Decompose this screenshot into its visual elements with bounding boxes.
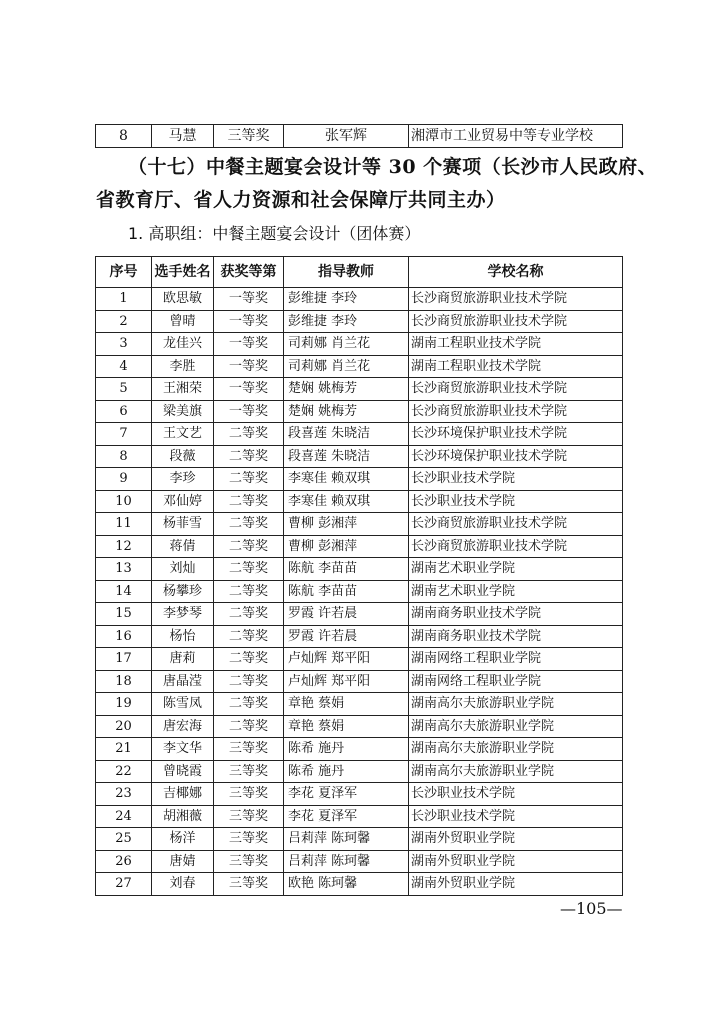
cell-name: 刘春 xyxy=(152,873,214,896)
cell-school: 湖南商务职业技术学院 xyxy=(409,603,623,626)
cell-award: 一等奖 xyxy=(214,400,284,423)
cell-name: 梁美旗 xyxy=(152,400,214,423)
results-table xyxy=(95,256,623,896)
cell-teacher: 李寒佳 赖双琪 xyxy=(284,468,409,491)
cell-name: 唐莉 xyxy=(152,648,214,671)
cell-name: 李胜 xyxy=(152,355,214,378)
cell-award: 二等奖 xyxy=(214,445,284,468)
cell-name: 李珍 xyxy=(152,468,214,491)
cell-teacher: 彭维捷 李玲 xyxy=(284,310,409,333)
cell-name: 杨菲雪 xyxy=(152,513,214,536)
cell-name: 陈雪凤 xyxy=(152,693,214,716)
cell-award: 三等奖 xyxy=(214,828,284,851)
cell-award: 三等奖 xyxy=(214,125,284,148)
table-row xyxy=(96,670,623,693)
cell-no: 14 xyxy=(96,580,152,603)
table-row xyxy=(96,580,623,603)
cell-no: 21 xyxy=(96,738,152,761)
table-row xyxy=(96,603,623,626)
cell-school: 湖南艺术职业学院 xyxy=(409,580,623,603)
cell-no: 19 xyxy=(96,693,152,716)
cell-award: 三等奖 xyxy=(214,738,284,761)
table-header-row xyxy=(96,257,623,288)
page-number: —105— xyxy=(560,899,623,918)
cell-award: 二等奖 xyxy=(214,558,284,581)
cell-name: 唐婧 xyxy=(152,850,214,873)
cell-no: 8 xyxy=(96,445,152,468)
cell-school: 长沙商贸旅游职业技术学院 xyxy=(409,513,623,536)
table-row xyxy=(96,805,623,828)
cell-school: 湖南外贸职业学院 xyxy=(409,850,623,873)
table-row xyxy=(96,715,623,738)
cell-teacher: 陈航 李苗苗 xyxy=(284,558,409,581)
cell-teacher: 陈希 施丹 xyxy=(284,738,409,761)
cell-school: 长沙环境保护职业技术学院 xyxy=(409,423,623,446)
cell-no: 17 xyxy=(96,648,152,671)
cell-name: 李梦琴 xyxy=(152,603,214,626)
table-row xyxy=(96,783,623,806)
table-row xyxy=(96,648,623,671)
cell-teacher: 楚娴 姚梅芳 xyxy=(284,400,409,423)
cell-school: 湖南商务职业技术学院 xyxy=(409,625,623,648)
cell-no: 4 xyxy=(96,355,152,378)
cell-teacher: 陈航 李苗苗 xyxy=(284,580,409,603)
cell-name: 王文艺 xyxy=(152,423,214,446)
cell-award: 二等奖 xyxy=(214,625,284,648)
section-heading-line2: 省教育厅、省人力资源和社会保障厅共同主办） xyxy=(96,189,506,211)
table-row xyxy=(96,468,623,491)
previous-section-table xyxy=(95,124,623,148)
cell-school: 湖南高尔夫旅游职业学院 xyxy=(409,693,623,716)
table-row xyxy=(96,693,623,716)
cell-award: 一等奖 xyxy=(214,333,284,356)
cell-no: 20 xyxy=(96,715,152,738)
cell-school: 湖南高尔夫旅游职业学院 xyxy=(409,715,623,738)
table-row xyxy=(96,738,623,761)
cell-name: 邓仙婷 xyxy=(152,490,214,513)
cell-school: 长沙商贸旅游职业技术学院 xyxy=(409,535,623,558)
cell-award: 一等奖 xyxy=(214,378,284,401)
cell-school: 湖南网络工程职业学院 xyxy=(409,670,623,693)
cell-award: 二等奖 xyxy=(214,468,284,491)
cell-no: 11 xyxy=(96,513,152,536)
cell-award: 二等奖 xyxy=(214,693,284,716)
cell-school: 湘潭市工业贸易中等专业学校 xyxy=(409,125,623,148)
cell-no: 12 xyxy=(96,535,152,558)
cell-no: 9 xyxy=(96,468,152,491)
cell-name: 曾晴 xyxy=(152,310,214,333)
table-row xyxy=(96,873,623,896)
cell-name: 杨洋 xyxy=(152,828,214,851)
cell-teacher: 李花 夏泽军 xyxy=(284,783,409,806)
cell-award: 一等奖 xyxy=(214,288,284,311)
table-row xyxy=(96,310,623,333)
cell-teacher: 罗霞 许若晨 xyxy=(284,603,409,626)
cell-teacher: 张军辉 xyxy=(284,125,409,148)
cell-school: 湖南高尔夫旅游职业学院 xyxy=(409,760,623,783)
cell-school: 湖南高尔夫旅游职业学院 xyxy=(409,738,623,761)
header-award: 获奖等第 xyxy=(214,257,284,288)
cell-name: 曾晓霞 xyxy=(152,760,214,783)
cell-no: 22 xyxy=(96,760,152,783)
table-row xyxy=(96,513,623,536)
cell-name: 段薇 xyxy=(152,445,214,468)
table-row xyxy=(96,828,623,851)
table-body xyxy=(96,288,623,896)
cell-name: 王湘荣 xyxy=(152,378,214,401)
cell-no: 5 xyxy=(96,378,152,401)
header-school: 学校名称 xyxy=(409,257,623,288)
cell-teacher: 楚娴 姚梅芳 xyxy=(284,378,409,401)
cell-no: 1 xyxy=(96,288,152,311)
header-teacher: 指导教师 xyxy=(284,257,409,288)
cell-name: 欧思敏 xyxy=(152,288,214,311)
cell-teacher: 彭维捷 李玲 xyxy=(284,288,409,311)
cell-award: 二等奖 xyxy=(214,490,284,513)
table-row xyxy=(96,558,623,581)
cell-award: 三等奖 xyxy=(214,805,284,828)
cell-name: 吉椰娜 xyxy=(152,783,214,806)
cell-no: 13 xyxy=(96,558,152,581)
cell-school: 湖南网络工程职业学院 xyxy=(409,648,623,671)
cell-award: 三等奖 xyxy=(214,760,284,783)
cell-award: 二等奖 xyxy=(214,513,284,536)
cell-teacher: 章艳 蔡娟 xyxy=(284,693,409,716)
cell-teacher: 司莉娜 肖兰花 xyxy=(284,333,409,356)
cell-teacher: 曹柳 彭湘萍 xyxy=(284,535,409,558)
cell-name: 马慧 xyxy=(152,125,214,148)
cell-no: 7 xyxy=(96,423,152,446)
cell-name: 唐宏海 xyxy=(152,715,214,738)
cell-no: 10 xyxy=(96,490,152,513)
cell-no: 15 xyxy=(96,603,152,626)
table-row xyxy=(96,850,623,873)
cell-school: 长沙职业技术学院 xyxy=(409,805,623,828)
table-row xyxy=(96,400,623,423)
cell-teacher: 欧艳 陈珂馨 xyxy=(284,873,409,896)
cell-teacher: 段喜莲 朱晓洁 xyxy=(284,445,409,468)
header-name: 选手姓名 xyxy=(152,257,214,288)
cell-no: 26 xyxy=(96,850,152,873)
cell-name: 龙佳兴 xyxy=(152,333,214,356)
cell-award: 二等奖 xyxy=(214,535,284,558)
table-row xyxy=(96,760,623,783)
cell-school: 湖南艺术职业学院 xyxy=(409,558,623,581)
cell-no: 24 xyxy=(96,805,152,828)
cell-teacher: 卢灿辉 郑平阳 xyxy=(284,670,409,693)
cell-teacher: 司莉娜 肖兰花 xyxy=(284,355,409,378)
cell-school: 长沙职业技术学院 xyxy=(409,490,623,513)
cell-award: 二等奖 xyxy=(214,648,284,671)
cell-award: 二等奖 xyxy=(214,580,284,603)
cell-teacher: 吕莉萍 陈珂馨 xyxy=(284,828,409,851)
cell-name: 杨攀珍 xyxy=(152,580,214,603)
table-row xyxy=(96,378,623,401)
cell-school: 长沙职业技术学院 xyxy=(409,468,623,491)
cell-name: 唐晶滢 xyxy=(152,670,214,693)
subheading: 1. 高职组：中餐主题宴会设计（团体赛） xyxy=(128,224,421,243)
cell-award: 二等奖 xyxy=(214,670,284,693)
cell-teacher: 段喜莲 朱晓洁 xyxy=(284,423,409,446)
cell-name: 蒋倩 xyxy=(152,535,214,558)
cell-no: 25 xyxy=(96,828,152,851)
cell-teacher: 罗霞 许若晨 xyxy=(284,625,409,648)
cell-teacher: 李寒佳 赖双琪 xyxy=(284,490,409,513)
table-row xyxy=(96,445,623,468)
cell-school: 长沙商贸旅游职业技术学院 xyxy=(409,288,623,311)
cell-no: 23 xyxy=(96,783,152,806)
table-row xyxy=(96,355,623,378)
table-row xyxy=(96,333,623,356)
table-row xyxy=(96,535,623,558)
section-heading-line1: （十七）中餐主题宴会设计等 30 个赛项（长沙市人民政府、 xyxy=(128,156,658,178)
cell-no: 3 xyxy=(96,333,152,356)
table-row xyxy=(96,288,623,311)
cell-name: 杨怡 xyxy=(152,625,214,648)
cell-teacher: 李花 夏泽军 xyxy=(284,805,409,828)
cell-school: 长沙职业技术学院 xyxy=(409,783,623,806)
header-no: 序号 xyxy=(96,257,152,288)
cell-award: 三等奖 xyxy=(214,873,284,896)
cell-no: 16 xyxy=(96,625,152,648)
cell-school: 长沙商贸旅游职业技术学院 xyxy=(409,400,623,423)
cell-no: 18 xyxy=(96,670,152,693)
cell-award: 二等奖 xyxy=(214,715,284,738)
cell-award: 二等奖 xyxy=(214,603,284,626)
cell-school: 长沙商贸旅游职业技术学院 xyxy=(409,310,623,333)
cell-school: 长沙商贸旅游职业技术学院 xyxy=(409,378,623,401)
cell-school: 长沙环境保护职业技术学院 xyxy=(409,445,623,468)
table-row xyxy=(96,625,623,648)
table-row xyxy=(96,125,623,148)
cell-award: 三等奖 xyxy=(214,850,284,873)
table-row xyxy=(96,490,623,513)
cell-teacher: 章艳 蔡娟 xyxy=(284,715,409,738)
cell-school: 湖南外贸职业学院 xyxy=(409,828,623,851)
cell-teacher: 卢灿辉 郑平阳 xyxy=(284,648,409,671)
cell-name: 胡湘薇 xyxy=(152,805,214,828)
cell-school: 湖南工程职业技术学院 xyxy=(409,333,623,356)
cell-award: 一等奖 xyxy=(214,310,284,333)
cell-teacher: 曹柳 彭湘萍 xyxy=(284,513,409,536)
cell-award: 三等奖 xyxy=(214,783,284,806)
cell-no: 27 xyxy=(96,873,152,896)
cell-no: 6 xyxy=(96,400,152,423)
cell-no: 8 xyxy=(96,125,152,148)
cell-name: 刘灿 xyxy=(152,558,214,581)
cell-no: 2 xyxy=(96,310,152,333)
cell-award: 二等奖 xyxy=(214,423,284,446)
table-row xyxy=(96,423,623,446)
cell-name: 李文华 xyxy=(152,738,214,761)
cell-school: 湖南工程职业技术学院 xyxy=(409,355,623,378)
cell-school: 湖南外贸职业学院 xyxy=(409,873,623,896)
cell-award: 一等奖 xyxy=(214,355,284,378)
cell-teacher: 陈希 施丹 xyxy=(284,760,409,783)
cell-teacher: 吕莉萍 陈珂馨 xyxy=(284,850,409,873)
